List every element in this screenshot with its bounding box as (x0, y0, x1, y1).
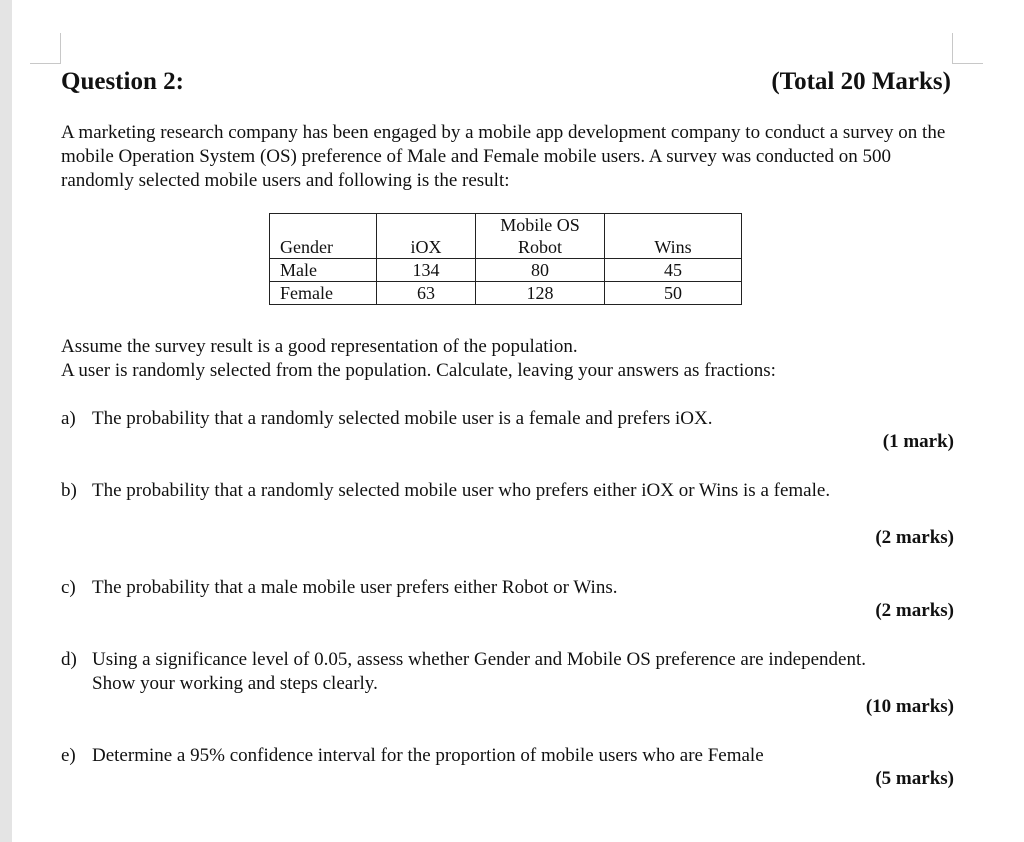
table-group-header: Mobile OS (476, 214, 605, 237)
question-label: b) (61, 480, 77, 501)
instruction-text: A user is randomly selected from the population. Calculate, leaving your answers as fractions: (61, 360, 776, 381)
marks-c: (2 marks) (875, 600, 954, 621)
question-text: Using a significance level of 0.05, assess whether Gender and Mobile OS preference are independent. (92, 649, 866, 670)
table-cell: 50 (605, 282, 742, 305)
document-page (12, 0, 1024, 842)
assumption-text: Assume the survey result is a good representation of the population. (61, 336, 578, 357)
question-text: The probability that a male mobile user prefers either Robot or Wins. (92, 577, 618, 598)
question-label: d) (61, 649, 77, 670)
column-header-robot: Robot (476, 236, 605, 259)
question-text: Determine a 95% confidence interval for the proportion of mobile users who are Female (92, 745, 764, 766)
question-c (61, 576, 961, 600)
marks-e: (5 marks) (875, 768, 954, 789)
row-label-male: Male (270, 259, 377, 282)
table-cell: 80 (476, 259, 605, 282)
question-b (61, 479, 961, 503)
marks-b: (2 marks) (875, 527, 954, 548)
question-text-continued: Show your working and steps clearly. (92, 673, 378, 694)
table-row (270, 282, 742, 305)
question-text: The probability that a randomly selected mobile user is a female and prefers iOX. (92, 408, 713, 429)
question-d (61, 648, 961, 696)
question-text: The probability that a randomly selected mobile user who prefers either iOX or Wins is a female. (92, 480, 831, 501)
table-cell: 63 (377, 282, 476, 305)
table-cell: 45 (605, 259, 742, 282)
marks-a: (1 mark) (882, 431, 954, 452)
question-label: a) (61, 408, 76, 429)
column-header-iox: iOX (377, 236, 476, 259)
crop-mark-top-left (30, 33, 61, 64)
intro-paragraph: A marketing research company has been engaged by a mobile app development company to conduct a survey on the mobile Operation System (OS) preference of Male and Female mobile users. A survey was conducted on 500 randomly selected mobile users and following is the result: (61, 122, 946, 191)
column-header-gender: Gender (270, 236, 377, 259)
question-a (61, 407, 961, 431)
table-cell (377, 214, 476, 237)
table-column-header-row (270, 236, 742, 259)
table-cell (270, 214, 377, 237)
marks-d: (10 marks) (865, 696, 954, 717)
question-title: Question 2: (61, 68, 184, 95)
table-cell (605, 214, 742, 237)
row-label-female: Female (270, 282, 377, 305)
table-row (270, 259, 742, 282)
crop-mark-top-right (952, 33, 983, 64)
question-label: c) (61, 577, 76, 598)
table-cell: 128 (476, 282, 605, 305)
total-marks: (Total 20 Marks) (771, 68, 951, 95)
page-gutter (0, 0, 12, 842)
table-cell: 134 (377, 259, 476, 282)
survey-table (269, 213, 742, 305)
question-label: e) (61, 745, 76, 766)
question-e (61, 744, 961, 768)
column-header-wins: Wins (605, 236, 742, 259)
table-header-row (270, 214, 742, 237)
